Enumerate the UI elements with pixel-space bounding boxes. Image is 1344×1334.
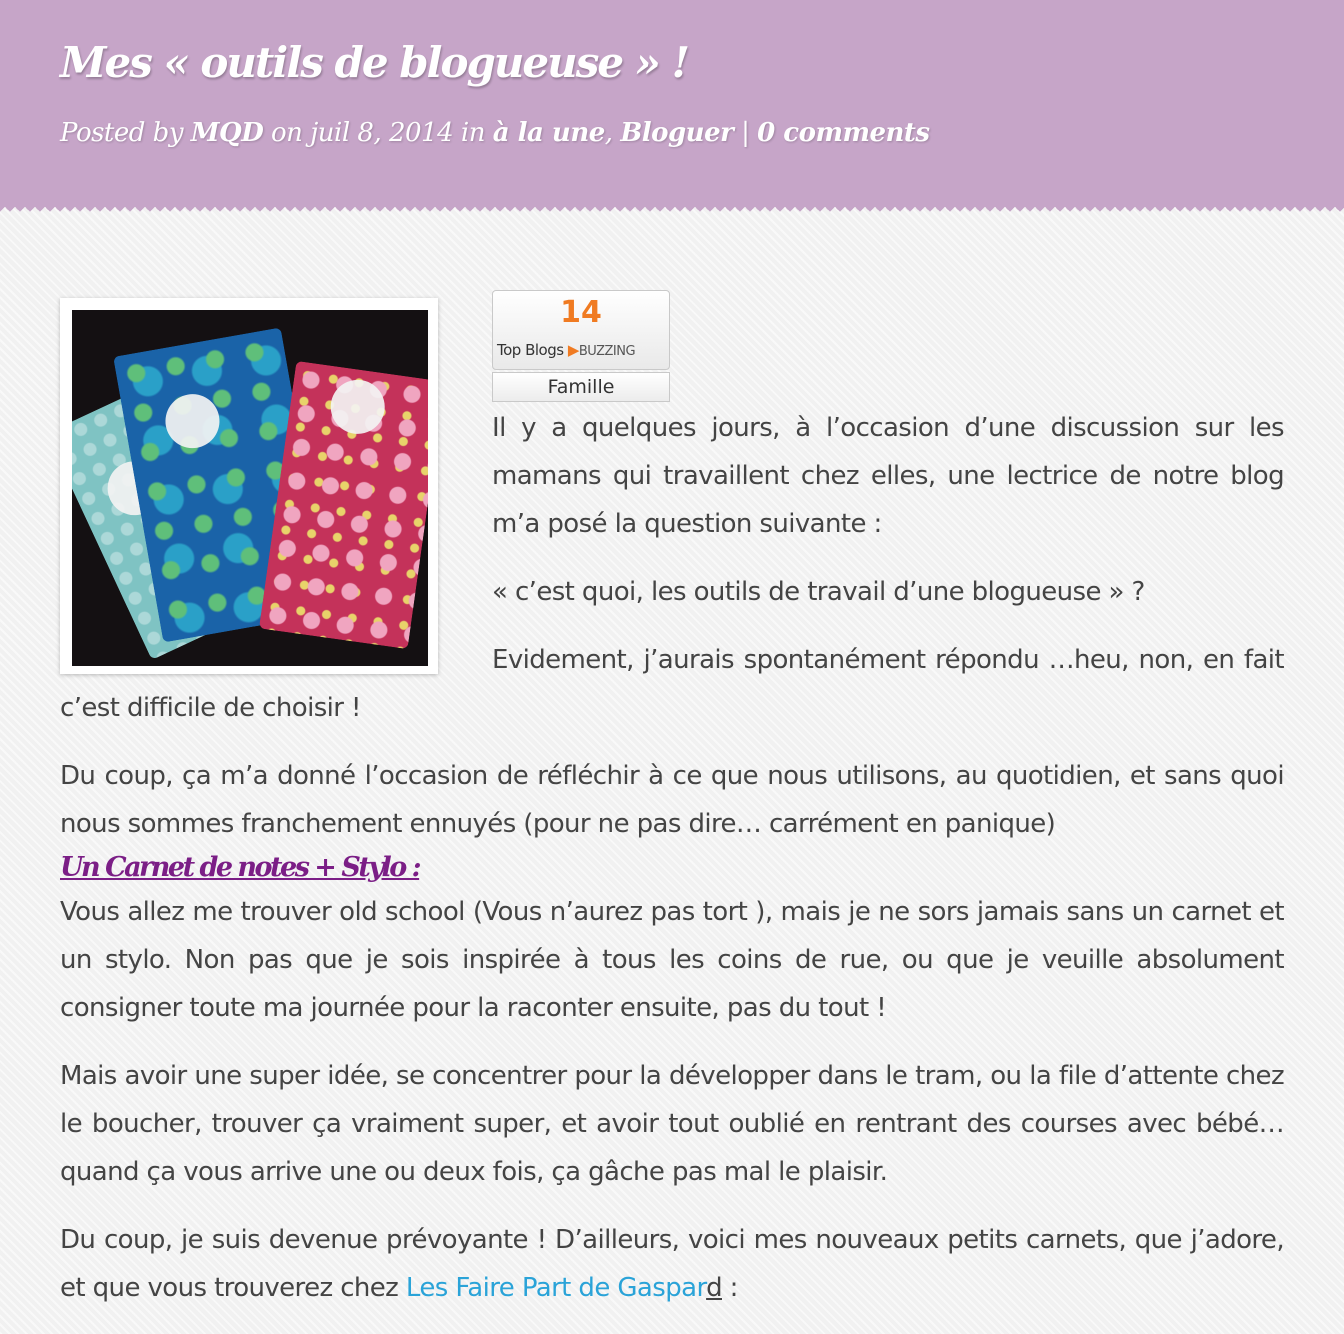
- paragraph-question: « c’est quoi, les outils de travail d’une blogueuse » ?: [492, 577, 1145, 607]
- post-meta: [60, 118, 930, 148]
- in-label: in: [460, 118, 485, 148]
- header-zigzag-edge: [0, 202, 1344, 212]
- link-label-tail: d: [706, 1273, 722, 1303]
- paragraph-reflection: Du coup, ça m’a donné l’occasion de réfléchir à ce que nous utilisons, au quotidien, et sans quoi nous sommes franchement ennuyés (pour ne pas dire… carrément en panique): [60, 761, 1284, 839]
- category-link-a-la-une[interactable]: à la une: [492, 118, 605, 148]
- meta-divider: |: [741, 118, 750, 148]
- paragraph-answer: Evidement, j’aurais spontanément répondu …heu, non, en fait c’est difficile de choisir !: [60, 645, 1284, 723]
- play-arrow-icon: ▶: [567, 341, 579, 359]
- paragraph-intro: Il y a quelques jours, à l’occasion d’une discussion sur les mamans qui travaillent chez elles, une lectrice de notre blog m’a posé la question suivante :: [492, 413, 1284, 539]
- paragraph-super-idea: Mais avoir une super idée, se concentrer pour la développer dans le tram, ou la file d’attente chez le boucher, trouver ça vraiment super, et avoir tout oublié en rentrant des courses avec bébé… quand ça vous arrive une ou deux fois, ça gâche pas mal le plaisir.: [60, 1061, 1284, 1187]
- post-date: juil 8, 2014: [310, 118, 454, 148]
- post-header: [0, 0, 1344, 204]
- badge-rank-panel: [492, 290, 670, 370]
- on-label: on: [271, 118, 303, 148]
- category-separator: ,: [604, 118, 613, 148]
- post-title[interactable]: Mes « outils de blogueuse » !: [60, 38, 688, 87]
- paragraph-old-school: Vous allez me trouver old school (Vous n’aurez pas tort ), mais je ne sors jamais sans un carnet et un stylo. Non pas que je sois inspirée à tous les coins de rue, ou que je veuille absolument consigner toute ma journée pour la raconter ensuite, pas du tout !: [60, 897, 1284, 1023]
- paragraph-carnets: [60, 1216, 1284, 1312]
- badge-brand-right: BUZZING: [578, 344, 636, 359]
- paragraph-carnets-text: Du coup, je suis devenue prévoyante ! D’ailleurs, voici mes nouveaux petits carnets, que j’adore, et que vous trouverez chez: [60, 1225, 1284, 1303]
- link-label: Les Faire Part de Gaspar: [405, 1273, 707, 1303]
- link-faire-part-gaspard[interactable]: [406, 1273, 722, 1303]
- image-float-spacer: [60, 404, 492, 680]
- badge-category: Famille: [492, 372, 670, 402]
- section-heading-carnet: Un Carnet de notes + Stylo :: [60, 852, 420, 883]
- author-link[interactable]: MQD: [190, 118, 264, 148]
- badge-brand-left: Top Blogs: [497, 341, 564, 359]
- category-link-bloguer[interactable]: Bloguer: [620, 118, 734, 148]
- comments-link[interactable]: 0 comments: [757, 118, 930, 148]
- badge-brand: [497, 341, 635, 359]
- top-blogs-badge[interactable]: [492, 290, 670, 402]
- paragraph-carnets-end: :: [722, 1273, 738, 1303]
- badge-rank: 14: [560, 295, 602, 330]
- post-content: [60, 404, 1284, 1332]
- posted-by-label: Posted by: [60, 118, 184, 148]
